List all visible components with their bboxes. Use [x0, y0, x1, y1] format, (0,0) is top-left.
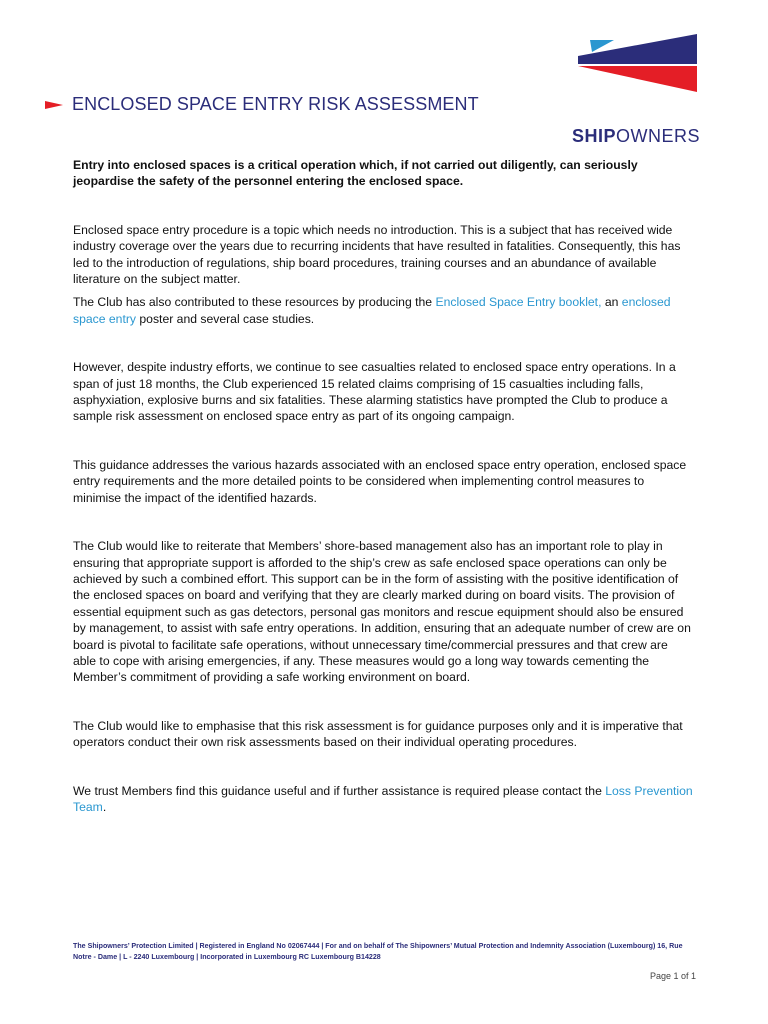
- logo-sail-icon: [570, 30, 700, 94]
- paragraph-6: The Club would like to reiterate that Members’ shore-based management also has an important role to play in ensuring that appropriate support is afforded to the ship’s crew as safe enclosed space operations can only be achieved by such a combined effort. This support can be in the form of assisting with the positive identification of the enclosed spaces on board and verifying that they are clearly marked during on board visits. The provision of essential equipment such as gas detectors, personal gas monitors and rescue equipment should also be ensured by management, to assist with safe entry operations. In addition, ensuring that an adequate number of crew are on board is pivotal to facilitate safe operations, without unnecessary time/commercial pressures and that crew are able to cope with arising emergencies, if any. These measures would go a long way towards cementing the Member’s commitment of providing a safe working environment on board.: [73, 539, 691, 685]
- red-flag-icon: [45, 101, 63, 109]
- page-number: Page 1 of 1: [649, 971, 696, 981]
- paragraph-4: However, despite industry efforts, we continue to see casualties related to enclosed space entry operations. In a span of just 18 months, the Club experienced 15 related claims comprising of 15 casualties including falls, asphyxiation, explosive burns and six fatalities. These alarming statistics have prompted the Club to produce a sample risk assessment on enclosed space entry as part of its ongoing campaign.: [73, 360, 676, 424]
- logo-wordmark: SHIPOWNERS: [572, 126, 701, 146]
- loss-prevention-team-link[interactable]: Loss Prevention Team: [73, 783, 693, 814]
- paragraph-5: This guidance addresses the various hazards associated with an enclosed space entry operation, enclosed space entry requirements and the more detailed points to be considered when implementing control measures to minimise the impact of the identified hazards.: [73, 457, 687, 505]
- footer-text: The Shipowners’ Protection Limited | Registered in England No 02067444 | For and on behalf of The Shipowners’ Mutual Protection and Indemnity Association (Luxembourg) 16, Rue Notre - Dame | L - 2240 Luxembourg | Incorporated in Luxembourg RC Luxembourg B14228: [73, 942, 683, 961]
- paragraph-7: The Club would like to emphasise that this risk assessment is for guidance purposes only and it is imperative that operators conduct their own risk assessments based on their individual operating procedures.: [73, 718, 683, 750]
- document-title: ENCLOSED SPACE ENTRY RISK ASSESSMENT: [72, 94, 479, 114]
- poster-link[interactable]: enclosed space entry: [73, 295, 671, 326]
- paragraph-3: The Club has also contributed to these resources by producing the Enclosed Space Entry booklet, an enclosed space entry poster and several case studies.: [73, 295, 671, 326]
- paragraph-8: We trust Members find this guidance useful and if further assistance is required please contact the Loss Prevention Team.: [73, 783, 693, 814]
- intro-paragraph: Entry into enclosed spaces is a critical operation which, if not carried out diligently, can seriously jeopardise the safety of the personnel entering the enclosed space.: [73, 158, 638, 189]
- booklet-link[interactable]: Enclosed Space Entry booklet,: [435, 295, 602, 310]
- paragraph-2: Enclosed space entry procedure is a topic which needs no introduction. This is a subject that has received wide industry coverage over the years due to recurring incidents that have resulted in fatalities. Consequently, this has led to the introduction of regulations, ship board procedures, training courses and an abundance of available literature on the subject matter.: [73, 222, 681, 287]
- shipowners-logo: [570, 30, 710, 146]
- document-body: [73, 157, 693, 815]
